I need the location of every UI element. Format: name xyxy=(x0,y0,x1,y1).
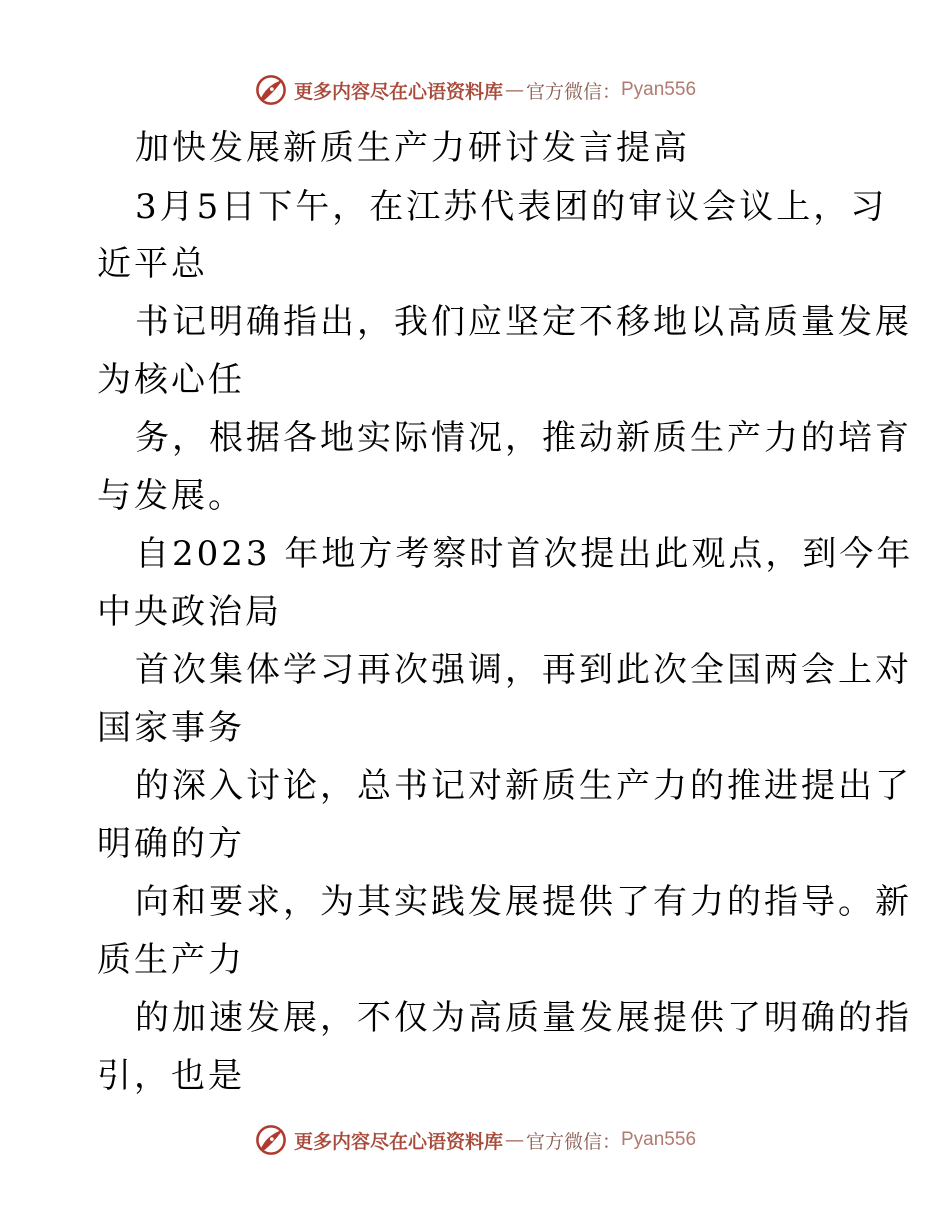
header-watermark-banner xyxy=(0,70,950,110)
pen-nib-logo-icon xyxy=(254,1123,288,1157)
wechat-id: Pyan556 xyxy=(621,79,697,100)
text-line: 明确的方 xyxy=(97,824,245,864)
text-line: 务，根据各地实际情况，推动新质生产力的培育 xyxy=(135,418,912,458)
text-line: 引，也是 xyxy=(97,1056,245,1096)
text-line: 自2023 年地方考察时首次提出此观点，到今年 xyxy=(135,534,914,574)
text-line: 近平总 xyxy=(97,244,208,284)
text-line: 3月5日下午，在江苏代表团的审议会议上，习 xyxy=(135,187,888,227)
separator: — xyxy=(504,79,524,101)
text-line: 首次集体学习再次强调，再到此次全国两会上对 xyxy=(135,650,912,690)
text-line: 质生产力 xyxy=(97,940,245,980)
text-line: 的加速发展，不仅为高质量发展提供了明确的指 xyxy=(135,998,912,1038)
text-line: 向和要求，为其实践发展提供了有力的指导。新 xyxy=(135,882,912,922)
text-line: 为核心任 xyxy=(97,360,245,400)
wechat-label: 官方微信： xyxy=(525,1130,621,1153)
text-line: 与发展。 xyxy=(97,476,245,516)
document-title: 加快发展新质生产力研讨发言提高 xyxy=(135,128,690,168)
text-line: 的深入讨论，总书记对新质生产力的推进提出了 xyxy=(135,766,912,806)
pen-nib-logo-icon xyxy=(254,73,288,107)
text-line: 中央政治局 xyxy=(97,592,282,632)
separator: — xyxy=(504,1129,524,1151)
wechat-id: Pyan556 xyxy=(621,1129,697,1150)
wechat-label: 官方微信： xyxy=(525,80,621,103)
footer-watermark-banner xyxy=(0,1120,950,1160)
site-name: 更多内容尽在心语资料库 xyxy=(293,80,503,103)
text-line: 国家事务 xyxy=(97,708,245,748)
text-line: 书记明确指出，我们应坚定不移地以高质量发展 xyxy=(135,302,912,342)
site-name: 更多内容尽在心语资料库 xyxy=(293,1130,503,1153)
